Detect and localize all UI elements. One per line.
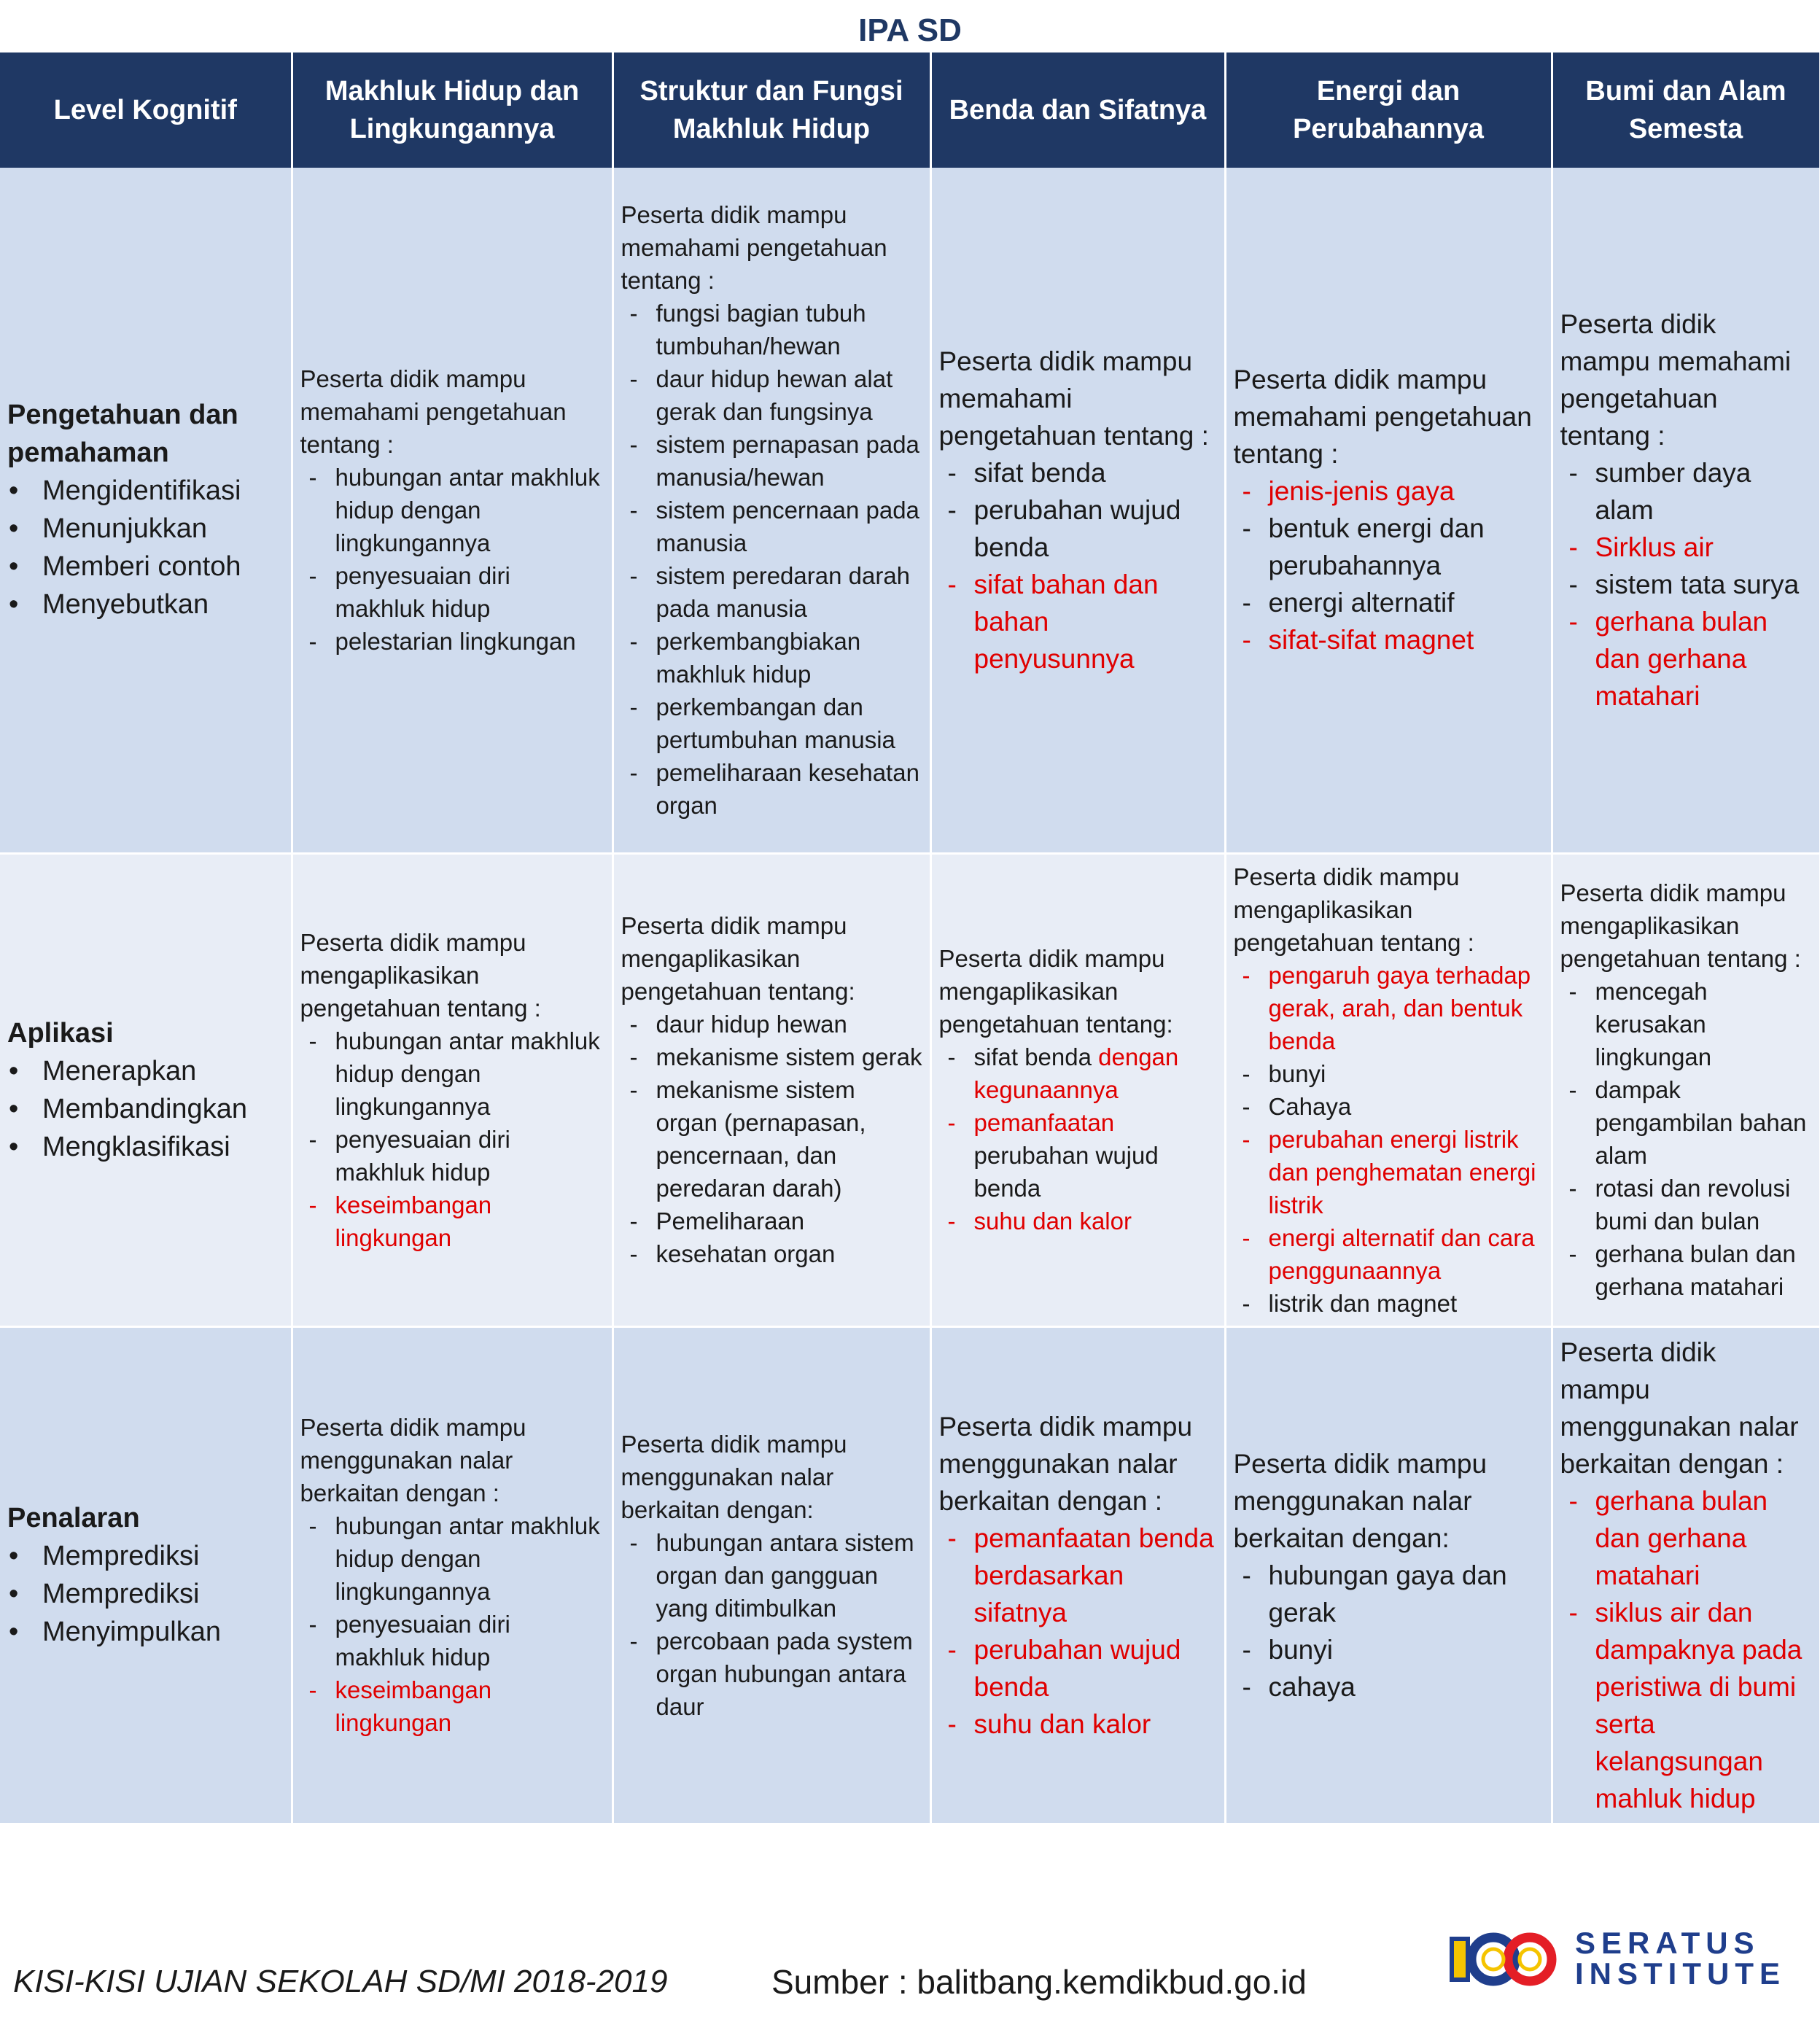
list-item (1560, 1482, 1812, 1594)
list-item-text: sifat benda (973, 457, 1106, 488)
cell-struktur-fungsi (612, 1326, 930, 1824)
header-benda-sifat: Benda dan Sifatnya (930, 52, 1225, 168)
cell-intro: Peserta didik mampu memahami pengetahuan tentang : (938, 346, 1209, 451)
cell-intro: Peserta didik mampu menggunakan nalar berkaitan dengan: (1233, 1448, 1488, 1553)
cell-intro: Peserta didik mampu mengaplikasikan pengetahuan tentang : (300, 928, 541, 1022)
table-header-row (0, 52, 1820, 168)
list-item (1560, 975, 1812, 1073)
list-item-text: dampak pengambilan bahan alam (1595, 1076, 1807, 1169)
level-skill-item: • Menerapkan (7, 1052, 284, 1090)
level-skill-item: • Menunjukkan (7, 510, 284, 548)
list-item (939, 454, 1217, 491)
cell-bumi-alam (1552, 168, 1820, 853)
list-item-text: penyesuaian diri makhluk hidup (335, 1611, 510, 1671)
list-item (939, 1706, 1217, 1743)
level-skill-list (7, 1537, 284, 1651)
list-item (621, 1237, 922, 1270)
list-item-text: sifat-sifat magnet (1268, 625, 1474, 656)
list-item (1234, 1287, 1544, 1320)
list-item (300, 1189, 604, 1254)
list-item-text: keseimbangan lingkungan (335, 1191, 492, 1251)
list-item (300, 1673, 604, 1739)
list-item-text: gerhana bulan dan gerhana matahari (1595, 606, 1768, 711)
list-item (1234, 472, 1544, 510)
list-item-text: hubungan antar makhluk hidup dengan lingkungannya (335, 1512, 600, 1605)
header-level-kognitif: Level Kognitif (0, 52, 292, 168)
list-item (621, 1625, 922, 1723)
list-item-text: siklus air dan dampaknya pada peristiwa di bumi serta kelangsungan mahluk hidup (1595, 1597, 1802, 1813)
list-item (300, 625, 604, 658)
cell-bumi-alam (1552, 853, 1820, 1326)
cell-struktur-fungsi (612, 168, 930, 853)
list-item-text: sistem peredaran darah pada manusia (656, 561, 911, 622)
list-item-text: perkembangan dan pertumbuhan manusia (656, 693, 895, 753)
list-item (1560, 1237, 1812, 1303)
list-item-text: penyesuaian diri makhluk hidup (335, 1125, 510, 1186)
list-item (621, 297, 922, 362)
cell-benda-sifat (930, 168, 1225, 853)
level-skill-item: • Mengklasifikasi (7, 1128, 284, 1166)
level-skill-list (7, 1052, 284, 1166)
list-item-text: pemeliharaan kesehatan organ (656, 758, 919, 819)
cell-intro: Peserta didik mampu mengaplikasikan pengetahuan tentang : (1560, 879, 1801, 972)
list-item-text-red: dengan kegunaannya (973, 1043, 1179, 1103)
list-item-text: fungsi bagian tubuh tumbuhan/hewan (656, 299, 866, 359)
list-item-text: energi alternatif dan cara penggunaannya (1268, 1224, 1535, 1284)
list-item (300, 559, 604, 625)
list-item-text: mekanisme sistem gerak (656, 1043, 922, 1070)
cell-list (1560, 454, 1812, 715)
list-item-text: hubungan antar makhluk hidup dengan lingkungannya (335, 463, 600, 556)
cell-intro: Peserta didik mampu mengaplikasikan pengetahuan tentang: (938, 945, 1173, 1038)
cell-intro: Peserta didik mampu memahami pengetahuan tentang : (621, 201, 887, 294)
level-skill-item: • Memberi contoh (7, 548, 284, 586)
list-item (939, 1631, 1217, 1706)
level-title: Pengetahuan dan pemahaman (7, 400, 238, 469)
list-item-text-black: perubahan wujud benda (973, 1142, 1159, 1202)
list-item-text: suhu dan kalor (973, 1708, 1151, 1739)
list-item-text: pemanfaatan (973, 1109, 1115, 1136)
table-row (0, 1326, 1820, 1824)
list-item (1234, 621, 1544, 658)
list-item (1234, 584, 1544, 621)
level-skill-item: • Memprediksi (7, 1537, 284, 1575)
list-item-text: pengaruh gaya terhadap gerak, arah, dan bentuk benda (1268, 961, 1531, 1054)
cell-makhluk-hidup (292, 168, 612, 853)
list-item-text: hubungan antar makhluk hidup dengan lingkungannya (335, 1027, 600, 1120)
list-item-text: gerhana bulan dan gerhana matahari (1595, 1240, 1796, 1300)
cell-intro: Peserta didik mampu memahami pengetahuan tentang : (1560, 308, 1792, 451)
cell-makhluk-hidup (292, 1326, 612, 1824)
list-item-text: penyesuaian diri makhluk hidup (335, 561, 510, 622)
cell-benda-sifat (930, 1326, 1225, 1824)
list-item-text: pelestarian lingkungan (335, 627, 576, 655)
list-item (1234, 510, 1544, 584)
level-kognitif-cell (0, 168, 292, 853)
list-item-text: daur hidup hewan alat gerak dan fungsinya (656, 365, 893, 425)
list-item-text: kesehatan organ (656, 1240, 836, 1267)
cell-list (939, 454, 1217, 677)
logo-rings-icon (1448, 1929, 1565, 1988)
cell-intro: Peserta didik mampu menggunakan nalar berkaitan dengan : (1560, 1337, 1799, 1479)
level-title: Penalaran (7, 1503, 140, 1533)
list-item-text: gerhana bulan dan gerhana matahari (1595, 1485, 1768, 1590)
header-struktur-fungsi: Struktur dan Fungsi Makhluk Hidup (612, 52, 930, 168)
cell-list (1234, 472, 1544, 658)
list-item-text: Cahaya (1268, 1092, 1352, 1120)
cell-intro: Peserta didik mampu memahami pengetahuan tentang : (1233, 365, 1532, 470)
cell-bumi-alam (1552, 1326, 1820, 1824)
header-makhluk-hidup: Makhluk Hidup dan Lingkungannya (292, 52, 612, 168)
list-item-text: jenis-jenis gaya (1268, 476, 1455, 507)
list-item-text: perubahan energi listrik dan penghematan energi listrik (1268, 1125, 1536, 1218)
page-title: IPA SD (858, 12, 962, 48)
list-item-text: sifat benda (973, 1043, 1092, 1070)
cell-list (300, 1024, 604, 1254)
list-item (1234, 1668, 1544, 1706)
kisi-kisi-table (0, 52, 1820, 1825)
list-item-text: sistem tata surya (1595, 569, 1800, 599)
cell-intro: Peserta didik mampu memahami pengetahuan tentang : (300, 365, 567, 458)
list-item (621, 625, 922, 691)
level-skill-item: • Membandingkan (7, 1090, 284, 1128)
list-item (621, 494, 922, 559)
level-kognitif-cell (0, 1326, 292, 1824)
list-item (1234, 1631, 1544, 1668)
list-item-text: hubungan gaya dan gerak (1268, 1560, 1507, 1628)
list-item (621, 1526, 922, 1625)
list-item-text: sifat bahan dan bahan penyusunnya (973, 569, 1159, 674)
cell-list (300, 461, 604, 658)
list-item (939, 1106, 1217, 1205)
list-item-text: energi alternatif (1268, 588, 1455, 618)
list-item (1560, 454, 1812, 529)
list-item-text: cahaya (1268, 1671, 1356, 1702)
logo-text (1575, 1928, 1786, 1989)
list-item (621, 428, 922, 494)
list-item-text: perkembangbiakan makhluk hidup (656, 627, 861, 688)
list-item (1234, 959, 1544, 1057)
list-item (939, 1041, 1217, 1106)
list-item (1560, 1073, 1812, 1172)
cell-list (939, 1520, 1217, 1743)
level-skill-list (7, 472, 284, 623)
cell-intro: Peserta didik mampu mengaplikasikan pengetahuan tentang: (621, 912, 855, 1005)
list-item (621, 1205, 922, 1237)
list-item (1560, 1594, 1812, 1817)
list-item (939, 491, 1217, 566)
footer-title: KISI-KISI UJIAN SEKOLAH SD/MI 2018-2019 (13, 1964, 668, 1999)
footer-source: Sumber : balitbang.kemdikbud.go.id (771, 1963, 1307, 2001)
list-item-text: bunyi (1268, 1059, 1326, 1087)
list-item (939, 1205, 1217, 1237)
cell-list (621, 297, 922, 822)
list-item-text: sistem pencernaan pada manusia (656, 496, 919, 556)
logo-text-line1: SERATUS (1575, 1926, 1760, 1960)
list-item (621, 1008, 922, 1041)
cell-list (939, 1041, 1217, 1237)
list-item-text: listrik dan magnet (1268, 1289, 1458, 1317)
list-item-text: bunyi (1268, 1634, 1333, 1665)
list-item-text: perubahan wujud benda (973, 494, 1181, 562)
cell-struktur-fungsi (612, 853, 930, 1326)
list-item (300, 1123, 604, 1189)
cell-list (1234, 1557, 1544, 1706)
cell-list (1234, 959, 1544, 1320)
list-item-text: mekanisme sistem organ (pernapasan, pencernaan, dan peredaran darah) (656, 1076, 866, 1202)
list-item (939, 1520, 1217, 1631)
list-item (300, 461, 604, 559)
list-item-text: daur hidup hewan (656, 1011, 847, 1038)
list-item (1560, 529, 1812, 566)
list-item (300, 1024, 604, 1123)
cell-list (1560, 975, 1812, 1303)
list-item-text: hubungan antara sistem organ dan gangguan yang ditimbulkan (656, 1528, 914, 1622)
cell-list (300, 1509, 604, 1739)
cell-list (621, 1526, 922, 1723)
level-skill-item: • Mengidentifikasi (7, 472, 284, 510)
list-item-text: keseimbangan lingkungan (335, 1676, 492, 1736)
table-row (0, 853, 1820, 1326)
level-skill-item: • Menyimpulkan (7, 1613, 284, 1651)
level-kognitif-cell (0, 853, 292, 1326)
table-row (0, 168, 1820, 853)
list-item (1234, 1123, 1544, 1221)
level-skill-item: • Memprediksi (7, 1575, 284, 1613)
list-item (1234, 1221, 1544, 1287)
logo-text-line2: INSTITUTE (1575, 1956, 1786, 1991)
list-item (300, 1608, 604, 1673)
cell-benda-sifat (930, 853, 1225, 1326)
cell-intro: Peserta didik mampu mengaplikasikan pengetahuan tentang : (1233, 863, 1474, 956)
seratus-institute-logo (1448, 1925, 1786, 1998)
cell-energi (1225, 168, 1552, 853)
list-item-text: rotasi dan revolusi bumi dan bulan (1595, 1175, 1791, 1234)
list-item (939, 566, 1217, 677)
list-item-text: Pemeliharaan (656, 1208, 805, 1234)
list-item (621, 691, 922, 756)
list-item (1560, 603, 1812, 715)
list-item (621, 362, 922, 428)
list-item-text: mencegah kerusakan lingkungan (1595, 978, 1712, 1070)
cell-intro: Peserta didik mampu menggunakan nalar berkaitan dengan : (938, 1411, 1193, 1516)
header-energi: Energi dan Perubahannya (1225, 52, 1552, 168)
list-item-text: sistem pernapasan pada manusia/hewan (656, 430, 919, 491)
list-item-text: percobaan pada system organ hubungan antara daur (656, 1627, 913, 1720)
list-item-text: pemanfaatan benda berdasarkan sifatnya (973, 1522, 1214, 1628)
level-skill-item: • Menyebutkan (7, 586, 284, 623)
list-item (621, 1073, 922, 1205)
list-item (1234, 1057, 1544, 1090)
list-item (1560, 1172, 1812, 1237)
list-item-text: perubahan wujud benda (973, 1634, 1181, 1702)
cell-list (1560, 1482, 1812, 1817)
list-item-text: Sirklus air (1595, 532, 1714, 562)
list-item-text: bentuk energi dan perubahannya (1268, 513, 1485, 581)
list-item (1234, 1557, 1544, 1631)
cell-intro: Peserta didik mampu menggunakan nalar berkaitan dengan: (621, 1430, 847, 1523)
list-item-text: sumber daya alam (1595, 457, 1751, 525)
list-item (621, 1041, 922, 1073)
header-bumi-alam: Bumi dan Alam Semesta (1552, 52, 1820, 168)
cell-energi (1225, 853, 1552, 1326)
list-item-text: suhu dan kalor (973, 1208, 1132, 1234)
list-item (1234, 1090, 1544, 1123)
cell-list (621, 1008, 922, 1270)
cell-intro: Peserta didik mampu menggunakan nalar berkaitan dengan : (300, 1414, 526, 1506)
list-item (621, 559, 922, 625)
list-item (1560, 566, 1812, 603)
level-title: Aplikasi (7, 1017, 114, 1049)
cell-energi (1225, 1326, 1552, 1824)
list-item (621, 756, 922, 822)
list-item (300, 1509, 604, 1608)
cell-makhluk-hidup (292, 853, 612, 1326)
